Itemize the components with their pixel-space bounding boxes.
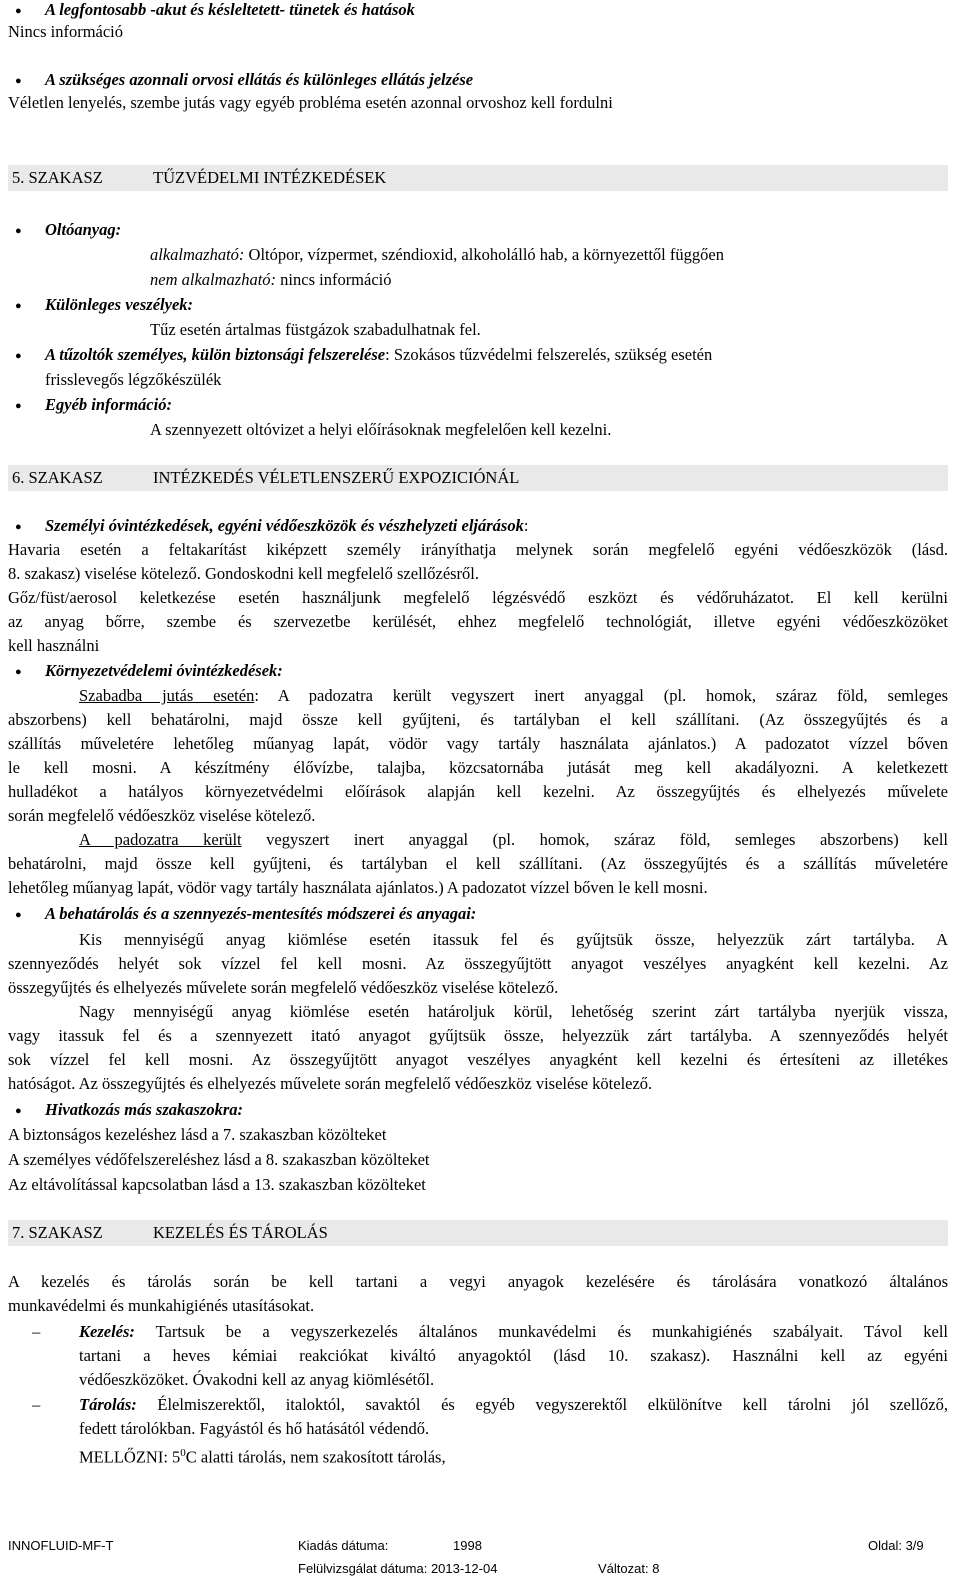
p4-line-1: Kis mennyiségű anyag kiömlése esetén itassuk fel és gyűjtsük össze, helyezzük zárt tartályba. A: [79, 930, 948, 949]
s7-intro-line-1: A kezelés és tárolás során be kell tartani a vegyi anyagok kezelésére és tárolására vonatkozó általános: [8, 1272, 948, 1291]
p1-line-3: Gőz/füst/aerosol keletkezése esetén használjunk megfelelő légzésvédő eszközt és védőruházatot. El kell kerülni: [8, 588, 948, 607]
footer-issue-label: Kiadás dátuma:: [298, 1538, 389, 1553]
footer-revision-date: Felülvizsgálat dátuma: 2013-12-04: [298, 1561, 498, 1576]
reference-1: A biztonságos kezeléshez lásd a 7. szakaszban közölteket: [8, 1125, 387, 1144]
p4-line-3: összegyűjtés és elhelyezés művelete során megfelelő védőeszköz viselése kötelező.: [8, 978, 559, 997]
bullet-medical-heading: ● A szükséges azonnali orvosi ellátás és különleges ellátás jelzése: [45, 70, 473, 90]
p2-line-5: során megfelelő védőeszköz viselése kötelező.: [8, 806, 316, 825]
section-6-number: 6. SZAKASZ: [12, 468, 103, 487]
section-5-number: 5. SZAKASZ: [12, 168, 103, 187]
section-7-title: KEZELÉS ÉS TÁROLÁS: [153, 1223, 328, 1242]
storage-line-2: fedett tárolókban. Fagyástól és hő hatásától védendő.: [79, 1419, 430, 1438]
suitable-label: alkalmazható:: [150, 245, 245, 264]
extinguishing-media-heading: ● Oltóanyag:: [45, 220, 121, 240]
p1-line-2: 8. szakasz) viselése kötelező. Gondoskodni kell megfelelő szellőzésről.: [8, 564, 480, 583]
personal-precautions-colon: :: [523, 516, 529, 535]
dash-storage: –: [32, 1395, 41, 1414]
handling-line-3: védőeszközöket. Óvakodni kell az anyag kiömlésétől.: [79, 1370, 435, 1389]
footer-version: Változat: 8: [598, 1561, 660, 1576]
special-hazards-heading: ● Különleges veszélyek:: [45, 295, 193, 315]
unsuitable-text: nincs információ: [280, 270, 392, 289]
footer-page: Oldal: 3/9: [868, 1538, 924, 1553]
storage-label: Tárolás:: [79, 1395, 137, 1414]
footer-product: INNOFLUID-MF-T: [8, 1538, 114, 1553]
section-6-title: INTÉZKEDÉS VÉLETLENSZERŰ EXPOZICIÓNÁL: [153, 468, 520, 487]
avoid-sup: 0: [180, 1447, 186, 1459]
section-6-header: [8, 465, 948, 491]
s7-intro-line-2: munkavédelmi és munkahigiénés utasításokat.: [8, 1296, 315, 1315]
avoid-pre: MELLŐZNI: 5: [79, 1447, 181, 1467]
containment-heading: ● A behatárolás és a szennyezés-mentesítés módszerei és anyagai:: [45, 904, 476, 924]
environmental-heading: ● Környezetvédelemi óvintézkedések:: [45, 661, 283, 681]
footer-issue-value: 1998: [453, 1538, 482, 1553]
avoid-post: C alatti tárolás, nem szakosított tárolás,: [185, 1447, 446, 1467]
p5-line-3: sok vízzel fel kell mosni. Az összegyűjtött anyagot veszélyes anyagként kell kezelni és értesíteni az illetékes: [8, 1050, 948, 1069]
p3-line-1: behatárolni, majd össze kell gyűjteni, és tartályban el kell szállítani. (Az összegyűjtés és a szállítás műveletére: [8, 854, 948, 873]
reference-2: A személyes védőfelszereléshez lásd a 8. szakaszban közölteket: [8, 1150, 430, 1169]
p5-line-2: vagy itassuk fel és a szennyezett itató anyagot gyűjtsük össze, helyezzük zárt tartályba. A szennyeződés helyét: [8, 1026, 948, 1045]
outdoor-release: [79, 686, 948, 706]
personal-precautions-heading: [45, 516, 528, 536]
firefighter-text: : Szokásos tűzvédelmi felszerelés, szükség esetén: [385, 345, 713, 364]
handling-label: Kezelés:: [79, 1322, 135, 1341]
dash-handling: –: [32, 1322, 41, 1341]
firefighter-equipment: [45, 345, 948, 365]
other-info-heading: ● Egyéb információ:: [45, 395, 172, 415]
floor-spill-text: vegyszert inert anyaggal (pl. homok, száraz föld, semleges abszorbens) kell: [241, 830, 948, 849]
firefighter-text-2: frisslevegős légzőkészülék: [45, 370, 222, 389]
floor-spill: [79, 830, 948, 850]
suitable-media: [150, 245, 724, 265]
unsuitable-label: nem alkalmazható:: [150, 270, 277, 289]
p4-line-2: szennyeződés helyét sok vízzel fel kell mosni. Az összegyűjtött anyagot veszélyes anyagként kell kezelni. Az: [8, 954, 948, 973]
bullet-symptoms-heading: ● A legfontosabb -akut és késleltetett- tünetek és hatások: [45, 0, 415, 20]
p1-line-4: az anyag bőrre, szembe és szervezetbe kerülését, ehhez megfelelő technológiát, illetve egyéni védőeszközöket: [8, 612, 948, 631]
p2-line-3: le kell mosni. A készítmény élővízbe, talajba, közcsatornába jutását meg kell akadályozni. A keletkezett: [8, 758, 948, 777]
handling-line-2: tartani a heves kémiai reakciókat kiváltó anyagoktól (lásd 10. szakasz). Használni kell az egyéni: [79, 1346, 948, 1365]
p5-line-4: hatóságot. Az összegyűjtés és elhelyezés művelete során megfelelő védőeszköz viselése kötelező.: [8, 1074, 653, 1093]
section-7-number: 7. SZAKASZ: [12, 1223, 103, 1242]
floor-spill-label: A padozatra került: [79, 830, 242, 849]
handling-text-1: Tartsuk be a vegyszerkezelés általános munkavédelmi és munkahigiénés szabályait. Távol kell: [134, 1322, 948, 1341]
p3-line-2: lehetőleg műanyag lapát, vödör vagy tartály használata ajánlatos.) A padozatot vízzel bőven le kell mosni.: [8, 878, 708, 897]
firefighter-label: A tűzoltók személyes, külön biztonsági felszerelése: [45, 345, 386, 364]
personal-precautions-label: Személyi óvintézkedések, egyéni védőeszközök és vészhelyzeti eljárások: [45, 516, 524, 535]
storage-line-1: [79, 1395, 948, 1415]
p1-line-1: Havaria esetén a feltakarítást kiképzett személy irányíthatja melynek során megfelelő egyéni védőeszközök (lásd.: [8, 540, 948, 559]
handling-line-1: [79, 1322, 948, 1342]
storage-text-1: Élelmiszerektől, italoktól, savaktól és egyéb vegyszerektől elkülönítve kell tárolni jól szellőző,: [136, 1395, 948, 1414]
references-heading: ● Hivatkozás más szakaszokra:: [45, 1100, 243, 1120]
p2-line-4: hulladékot a hatályos környezetvédelmi előírások alapján kell kezelni. Az összegyűjtés és elhelyezés művelete: [8, 782, 948, 801]
symptoms-text: Nincs információ: [8, 22, 124, 41]
medical-text: Véletlen lenyelés, szembe jutás vagy egyéb probléma esetén azonnal orvoshoz kell fordulni: [8, 93, 613, 112]
section-5-title: TŰZVÉDELMI INTÉZKEDÉSEK: [153, 168, 387, 187]
avoid-line: [79, 1443, 446, 1468]
p5-line-1: Nagy mennyiségű anyag kiömlése esetén határoljuk körül, lehetőség szerint zárt tartályba nyerjük vissza,: [79, 1002, 948, 1021]
outdoor-release-label: Szabadba jutás esetén: [79, 686, 255, 705]
section-5-header: [8, 165, 948, 191]
p1-line-5: kell használni: [8, 636, 100, 655]
p2-line-1: abszorbens) kell behatárolni, majd össze kell gyűjteni, és tartályban el kell szállítani. (Az összegyűjtés és a: [8, 710, 948, 729]
section-7-header: [8, 1220, 948, 1246]
reference-3: Az eltávolítással kapcsolatban lásd a 13. szakaszban közölteket: [8, 1175, 426, 1194]
unsuitable-media: [150, 270, 392, 290]
p2-line-2: szállítás műveletére lehetőleg műanyag lapát, vödör vagy tartály használata ajánlatos.) A padozatot vízzel bőven: [8, 734, 948, 753]
outdoor-release-text: : A padozatra került vegyszert inert anyaggal (pl. homok, száraz föld, semleges: [254, 686, 949, 705]
special-hazards-text: Tűz esetén ártalmas füstgázok szabadulhatnak fel.: [150, 320, 481, 339]
other-info-text: A szennyezett oltóvizet a helyi előírásoknak megfelelően kell kezelni.: [150, 420, 612, 439]
suitable-text: Oltópor, vízpermet, széndioxid, alkoholálló hab, a környezettől függően: [248, 245, 724, 264]
